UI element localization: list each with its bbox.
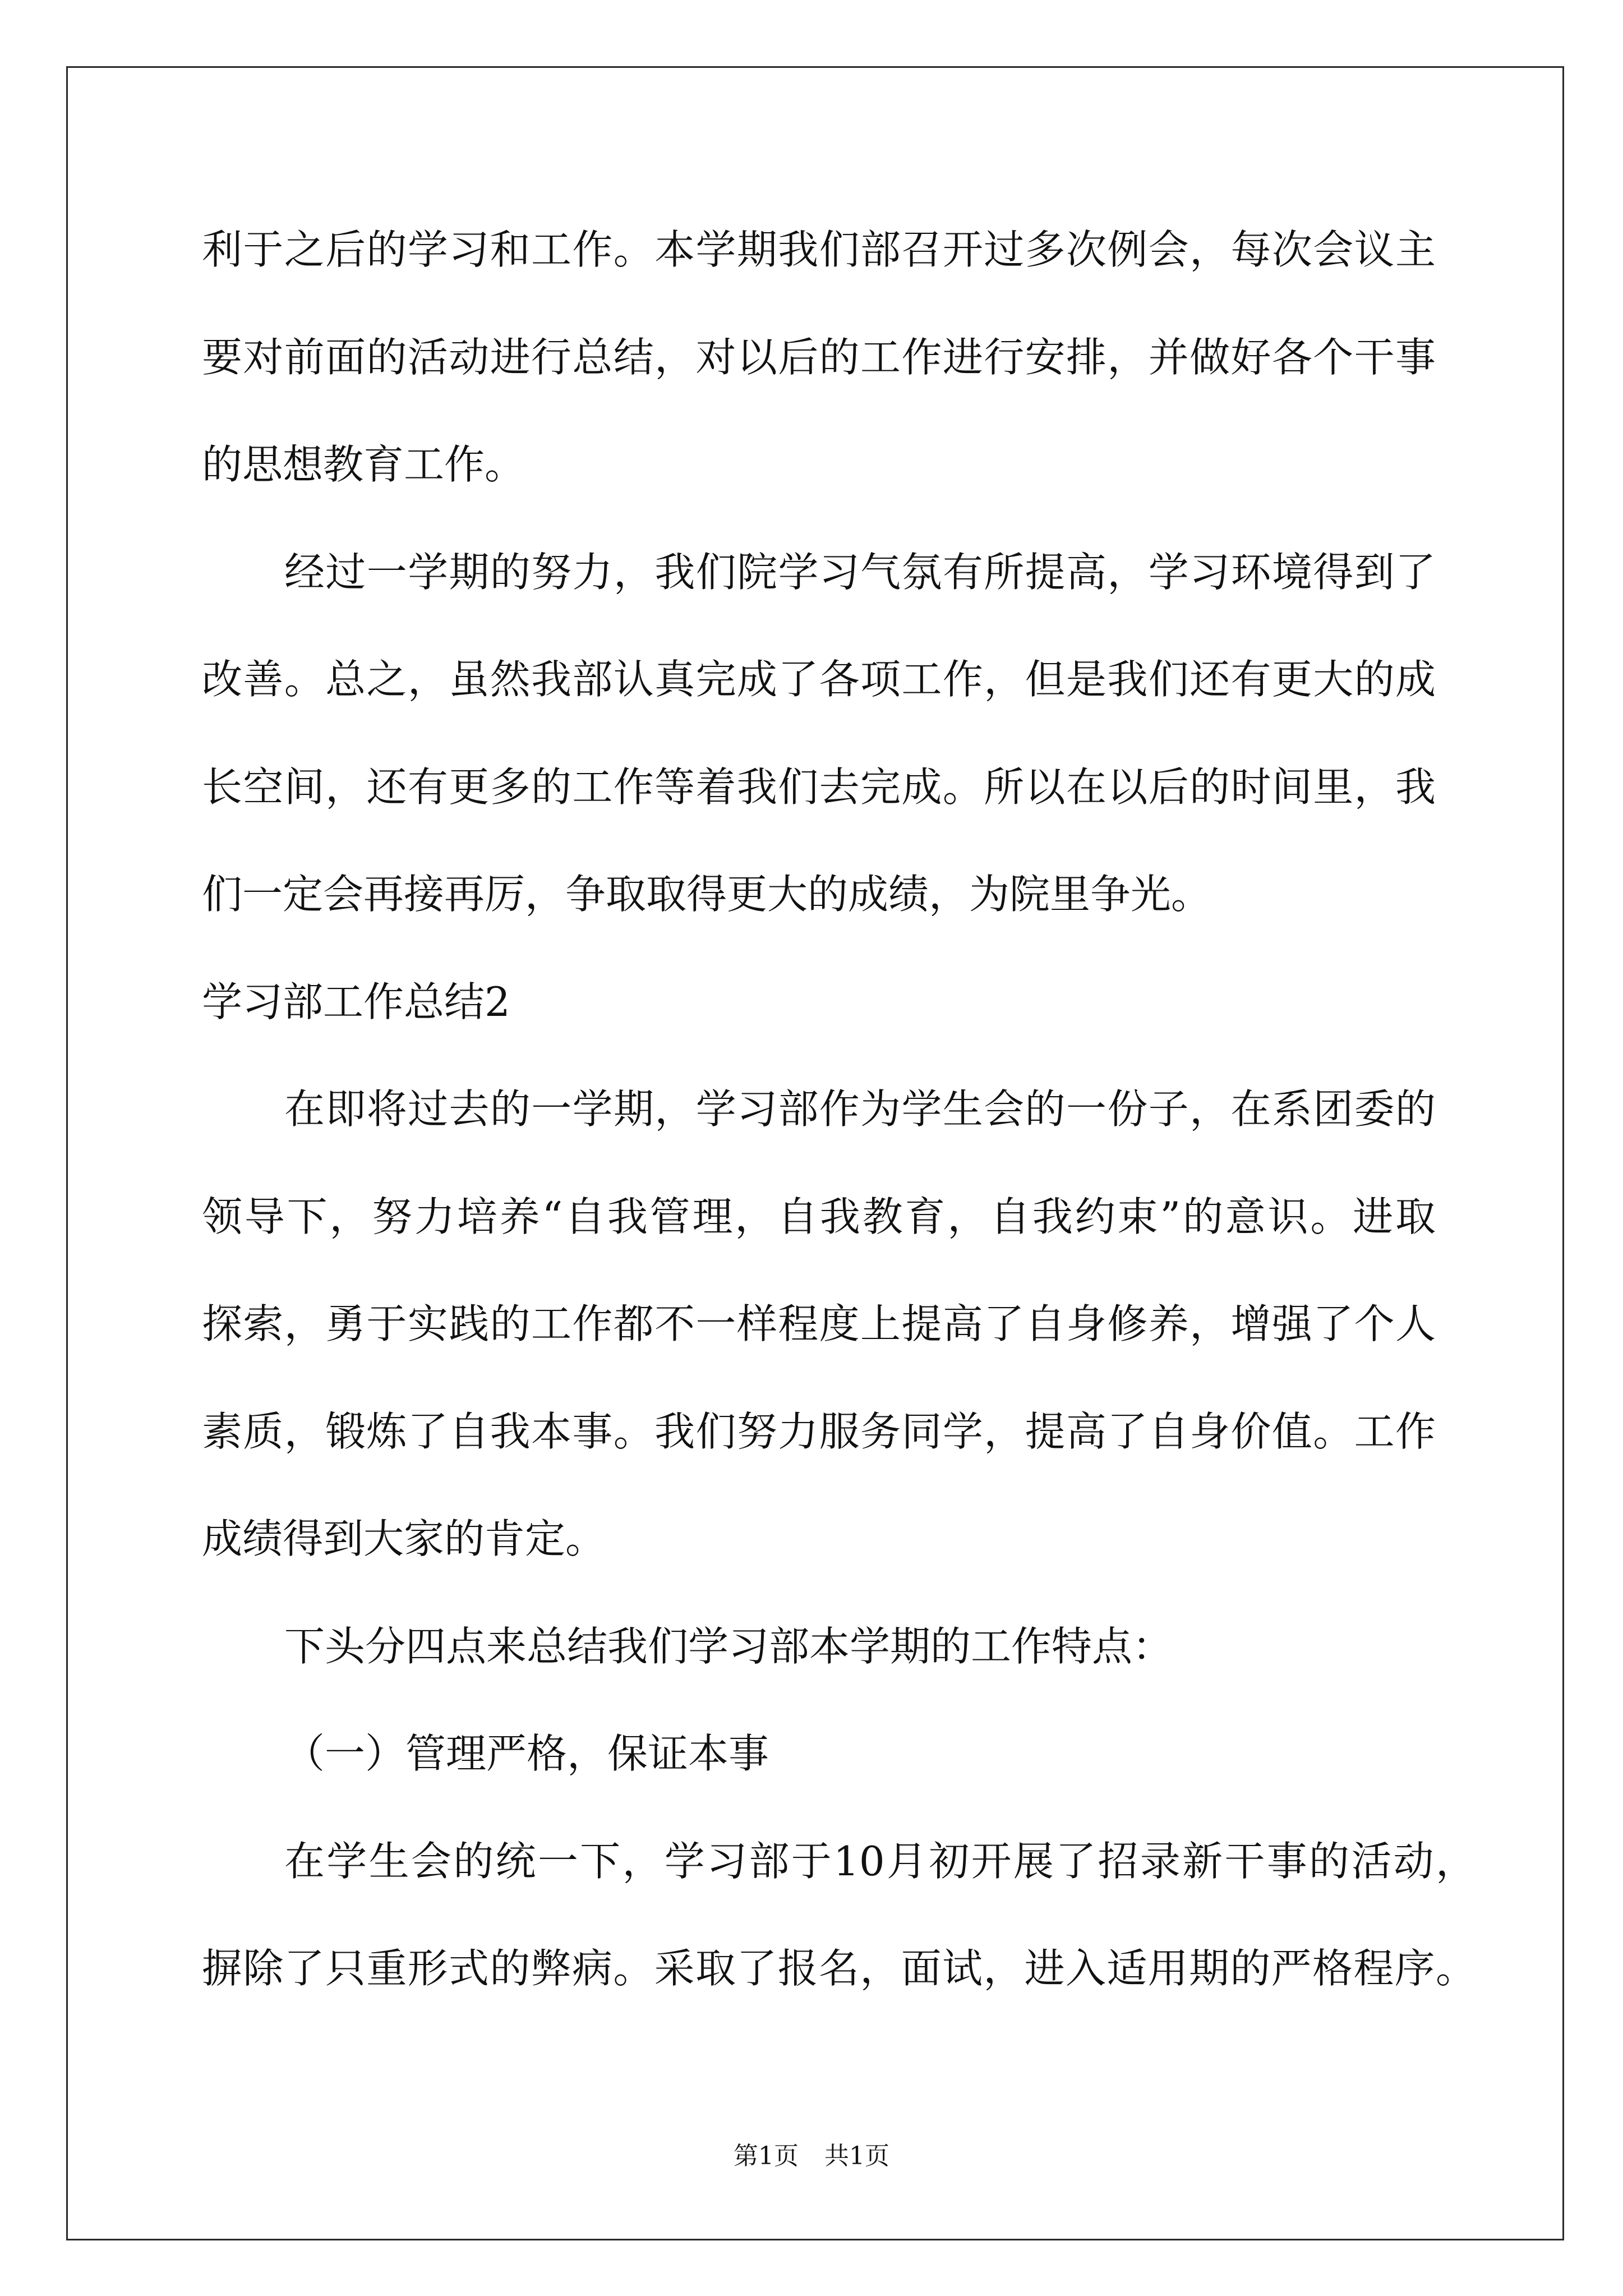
total-pages-label: 共1页	[824, 2142, 889, 2170]
paragraph	[202, 196, 1492, 519]
body-line: 的思想教育工作。	[202, 441, 525, 488]
body-line: 下头分四点来总结我们学习部本学期的工作特点：	[284, 1622, 1173, 1670]
body-line: 改善。总之，虽然我部认真完成了各项工作，但是我们还有更大的成	[202, 656, 1436, 703]
page-footer	[0, 2139, 1623, 2173]
paragraph	[202, 519, 1492, 949]
body-line: 们一定会再接再厉，争取取得更大的成绩，为院里争光。	[202, 871, 1212, 918]
body-line: 摒除了只重形式的弊病。采取了报名，面试，进入适用期的严格程序。	[202, 1945, 1476, 1992]
current-page-label: 第1页	[734, 2142, 799, 2170]
body-line: 在学生会的统一下，学习部于10月初开展了招录新干事的活动，	[284, 1837, 1476, 1885]
paragraph	[202, 1808, 1492, 2023]
subsection-heading: （一）管理严格，保证本事	[284, 1730, 769, 1777]
section-heading: 学习部工作总结2	[202, 978, 510, 1025]
body-line: 要对前面的活动进行总结，对以后的工作进行安排，并做好各个干事	[202, 333, 1436, 381]
document-body	[202, 196, 1492, 2023]
body-line: 在即将过去的一学期，学习部作为学生会的一份子，在系团委的	[284, 1085, 1436, 1133]
body-line: 成绩得到大家的肯定。	[202, 1515, 606, 1562]
body-line: 素质，锻炼了自我本事。我们努力服务同学，提高了自身价值。工作	[202, 1407, 1436, 1455]
body-line: 长空间，还有更多的工作等着我们去完成。所以在以后的时间里，我	[202, 763, 1436, 811]
paragraph	[202, 1056, 1492, 1593]
body-line: 探索，勇于实践的工作都不一样程度上提高了自身修养，增强了个人	[202, 1300, 1436, 1347]
paragraph	[202, 1593, 1492, 1701]
body-line: 领导下，努力培养“自我管理，自我教育，自我约束”的意识。进取	[202, 1193, 1436, 1240]
body-line: 利于之后的学习和工作。本学期我们部召开过多次例会，每次会议主	[202, 226, 1436, 273]
body-line: 经过一学期的努力，我们院学习气氛有所提高，学习环境得到了	[284, 548, 1436, 596]
